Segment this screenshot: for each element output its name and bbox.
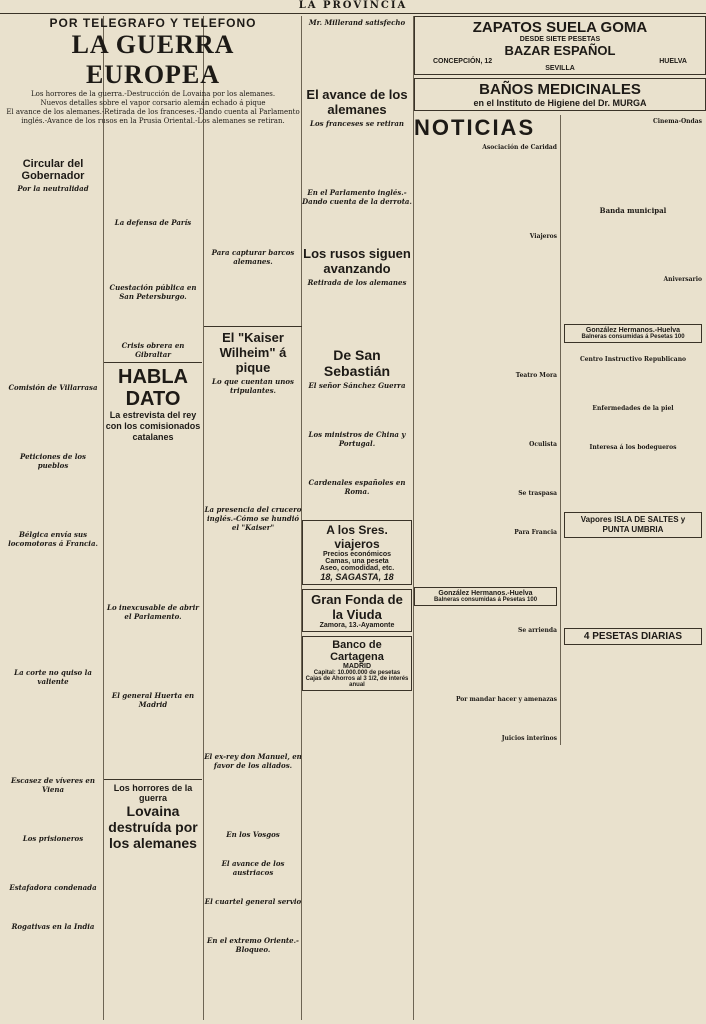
arrienda-heading: Se arrienda <box>518 627 557 634</box>
ad-fonda-title: Gran Fonda de la Viuda <box>311 592 403 622</box>
noticias-right <box>560 115 702 745</box>
cuestacion-heading: Cuestación pública en San Petersburgo. <box>109 283 197 301</box>
bloqueo-heading: En el extremo Oriente.-Bloqueo. <box>207 936 299 954</box>
noticias-left <box>414 115 560 745</box>
circular-heading: Circular del Gobernador <box>21 158 85 182</box>
teatro-mora-heading: Teatro Mora <box>515 372 557 379</box>
lovaina-heading: Lovaina destruída por los alemanes <box>108 803 198 851</box>
millerand-heading: Mr. Millerand satisfecho <box>308 18 406 27</box>
noticias-heading: NOTICIAS <box>414 115 536 140</box>
divider <box>104 362 202 363</box>
habla-dato-heading: HABLA DATO <box>118 366 188 410</box>
retirada-heading: Retirada de los alemanes <box>307 278 407 287</box>
piel-heading: Enfermedades de la piel <box>592 405 674 412</box>
war-banner <box>4 16 302 126</box>
column-2 <box>104 158 202 1020</box>
ad-pesetas-title: 4 PESETAS DIARIAS <box>583 631 683 642</box>
villarrasa-heading: Comisión de Villarrasa <box>8 383 98 392</box>
banner-headline: LA GUERRA EUROPEA <box>71 30 235 89</box>
column-5 <box>414 16 706 1020</box>
parlamento-heading: Lo inexcusable de abrir el Parlamento. <box>107 603 199 621</box>
ad-zapatos-city2: SEVILLA <box>545 65 575 72</box>
francia-heading: Para Francia <box>514 529 557 536</box>
ad-banco-title: Banco de Cartagena <box>330 639 384 663</box>
caridad-heading: Asociación de Caridad <box>482 144 557 151</box>
ad-banco <box>302 636 412 691</box>
column-3 <box>204 158 302 1020</box>
corte-heading: La corte no quiso la valiente <box>14 668 92 686</box>
banner-summary-3: El avance de los alemanes.-Retirada de los franceses.-Dando cuenta al Parlamento inglés.-Avance de los rusos en la Prusia Oriental.-Los alemanes se retiran. <box>6 108 300 125</box>
estafadora-heading: Estafadora condenada <box>9 883 97 892</box>
ad-zapatos-city: HUELVA <box>659 58 687 65</box>
sanchez-guerra-heading: El señor Sánchez Guerra <box>308 381 406 390</box>
amenazas-heading: Por mandar hacer y amenazas <box>455 696 557 703</box>
escasez-heading: Escasez de víveres en Viena <box>11 776 95 794</box>
ad-zapatos-price: DESDE SIETE PESETAS <box>519 36 601 43</box>
oculista-heading: Oculista <box>529 441 557 448</box>
vosgos-heading: En los Vosgos <box>226 830 280 839</box>
ad-vapores-title: Vapores ISLA DE SALTES y PUNTA UMBRIA <box>580 515 686 534</box>
divider <box>104 779 202 780</box>
tripulantes-heading: Lo que cuentan unos tripulantes. <box>212 377 294 395</box>
neutralidad-heading: Por la neutralidad <box>17 184 89 193</box>
ad-gonzalez-2-sub: Balneras consumidas á Pesetas 100 <box>581 334 685 340</box>
bodegueros-heading: Interesa á los bodegueros <box>589 444 677 451</box>
estrevista-heading: La estrevista del rey con los comisionados catalanes <box>105 410 201 442</box>
ad-banco-city: MADRID <box>343 663 371 670</box>
peticiones-heading: Peticiones de los pueblos <box>20 452 86 470</box>
franceses-heading: Los franceses se retiran <box>310 119 404 128</box>
san-sebastian-heading: De San Sebastián <box>323 347 391 379</box>
china-portugal-heading: Los ministros de China y Portugal. <box>308 430 406 448</box>
ad-viajeros-beds: Camas, una peseta <box>325 558 389 565</box>
ad-gonzalez-2-title: González Hermanos.-Huelva <box>585 327 681 334</box>
parlamento-ingles-heading: En el Parlamento inglés.-Dando cuenta de la derrota. <box>302 188 412 206</box>
huerta-heading: El general Huerta en Madrid <box>111 691 195 709</box>
prisioneros-heading: Los prisioneros <box>22 834 84 843</box>
crisis-obrera-heading: Crisis obrera en Gibraltar <box>121 341 185 359</box>
divider <box>204 326 302 327</box>
ad-banos-sub: en el Instituto de Higiene del Dr. MURGA <box>473 98 647 108</box>
ad-pesetas <box>564 628 702 645</box>
ad-gonzalez-1 <box>414 587 557 606</box>
masthead-title: LA PROVINCIA <box>0 0 706 14</box>
ad-viajeros-comfort: Aseo, comodidad, etc. <box>319 565 395 572</box>
ad-banos <box>414 78 706 111</box>
ad-viajeros-title: A los Sres. viajeros <box>326 523 388 551</box>
juicios-heading: Juicios interinos <box>501 735 557 742</box>
ad-viajeros-prices: Precios económicos <box>322 551 392 558</box>
avance-alemanes-heading: El avance de los alemanes <box>306 87 408 117</box>
belgica-heading: Bélgica envía sus locomotoras á Francia. <box>8 530 98 548</box>
column-4 <box>302 16 412 1020</box>
rogativas-heading: Rogativas en la India <box>11 922 95 931</box>
crucero-heading: La presencia del crucero inglés.-Cómo se hundió el "Kaiser" <box>204 505 302 532</box>
ad-viajeros <box>302 520 412 585</box>
aniversario-heading: Aniversario <box>663 276 702 283</box>
ad-gonzalez-1-sub: Balneras consumidas á Pesetas 100 <box>433 597 538 603</box>
ad-vapores <box>564 512 702 538</box>
ad-zapatos-address: CONCEPCIÓN, 12 <box>433 58 493 65</box>
austriacos-heading: El avance de los austriacos <box>221 859 285 877</box>
cardenales-heading: Cardenales españoles en Roma. <box>308 478 406 496</box>
banda-heading: Banda municipal <box>599 206 667 215</box>
capturar-heading: Para capturar barcos alemanes. <box>211 248 295 266</box>
ad-gonzalez-2 <box>564 324 702 343</box>
ad-zapatos <box>414 16 706 75</box>
rusos-heading: Los rusos siguen avanzando <box>303 246 411 276</box>
ad-banco-capital: Capital: 10.000.000 de pesetas <box>313 670 401 676</box>
centro-heading: Centro Instructivo Republicano <box>579 356 687 363</box>
cuartel-heading: El cuartel general servio <box>204 897 302 906</box>
defensa-paris-heading: La defensa de París <box>114 218 192 227</box>
noticias-section <box>414 115 706 745</box>
ad-zapatos-shop: BAZAR ESPAÑOL <box>504 43 616 58</box>
ad-banco-note: Cajas de Ahorros al 3 1/2, de interés anual <box>305 676 409 688</box>
banner-kicker: POR TELEGRAFO Y TELEFONO <box>49 16 257 30</box>
banner-summary-2: Nuevos detalles sobre el vapor corsario alemán echado á pique <box>40 99 266 107</box>
horrores-heading: Los horrores de la guerra <box>113 783 193 803</box>
exrey-heading: El ex-rey don Manuel, en favor de los aliados. <box>204 752 302 770</box>
ad-fonda-address: Zamora, 13.-Ayamonte <box>319 622 395 629</box>
ad-viajeros-address: 18, SAGASTA, 18 <box>320 572 394 582</box>
traspasa-heading: Se traspasa <box>518 490 557 497</box>
cinema-heading: Cinema-Ondas <box>652 118 702 125</box>
column-1 <box>4 158 102 1020</box>
viajeros-heading: Viajeros <box>529 233 557 240</box>
ad-zapatos-title: ZAPATOS SUELA GOMA <box>472 19 648 36</box>
ad-fonda <box>302 589 412 632</box>
ad-banos-title: BAÑOS MEDICINALES <box>479 81 641 98</box>
kaiser-heading: El "Kaiser Wilheim" á pique <box>219 330 287 375</box>
banner-summary-1: Los horrores de la guerra.-Destrucción de Lovaina por los alemanes. <box>30 90 276 98</box>
ad-gonzalez-1-title: González Hermanos.-Huelva <box>438 590 533 597</box>
